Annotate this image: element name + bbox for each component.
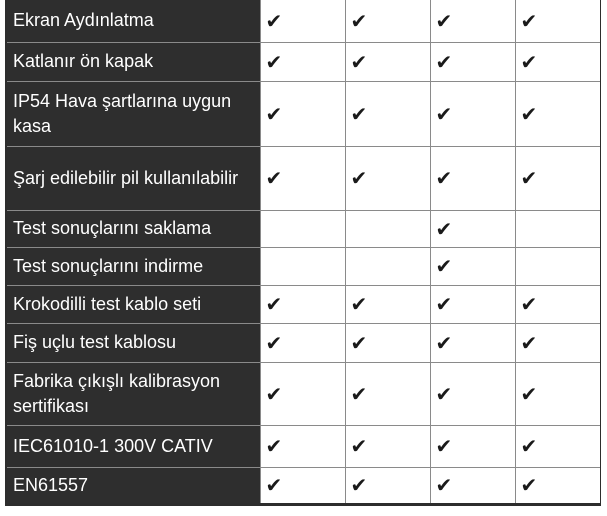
check-icon: ✔ [345, 81, 430, 146]
check-icon: ✔ [345, 0, 430, 42]
check-icon: ✔ [515, 146, 600, 210]
check-icon: ✔ [345, 323, 430, 362]
table-row [7, 247, 600, 285]
check-icon: ✔ [430, 362, 515, 425]
feature-label: EN61557 [7, 467, 260, 503]
feature-label: IEC61010-1 300V CATIV [7, 425, 260, 467]
check-icon: ✔ [260, 42, 345, 81]
check-icon: ✔ [515, 0, 600, 42]
check-icon: ✔ [260, 0, 345, 42]
feature-table [7, 0, 600, 503]
check-icon: ✔ [430, 285, 515, 323]
check-icon: ✔ [515, 467, 600, 503]
feature-label: Katlanır ön kapak [7, 42, 260, 81]
feature-label: Şarj edilebilir pil kullanılabilir [7, 146, 260, 210]
check-icon: ✔ [430, 0, 515, 42]
table-row [7, 362, 600, 425]
check-icon: ✔ [260, 362, 345, 425]
check-icon: ✔ [345, 425, 430, 467]
check-icon: ✔ [430, 210, 515, 247]
table-row [7, 210, 600, 247]
check-icon: ✔ [345, 146, 430, 210]
check-icon: ✔ [345, 467, 430, 503]
check-icon: ✔ [345, 285, 430, 323]
check-icon: ✔ [260, 467, 345, 503]
check-icon: ✔ [430, 323, 515, 362]
check-icon: ✔ [515, 362, 600, 425]
feature-label: Test sonuçlarını saklama [7, 210, 260, 247]
empty-cell [345, 247, 430, 285]
feature-label: Ekran Aydınlatma [7, 0, 260, 42]
check-icon: ✔ [430, 467, 515, 503]
check-icon: ✔ [345, 362, 430, 425]
table-row [7, 425, 600, 467]
table-row [7, 323, 600, 362]
check-icon: ✔ [345, 42, 430, 81]
empty-cell [260, 247, 345, 285]
empty-cell [515, 210, 600, 247]
check-icon: ✔ [430, 81, 515, 146]
check-icon: ✔ [515, 42, 600, 81]
check-icon: ✔ [430, 42, 515, 81]
feature-label: IP54 Hava şartlarına uygun kasa [7, 81, 260, 146]
feature-label: Test sonuçlarını indirme [7, 247, 260, 285]
table-row [7, 42, 600, 81]
check-icon: ✔ [515, 81, 600, 146]
table-row [7, 285, 600, 323]
table-row [7, 81, 600, 146]
check-icon: ✔ [260, 81, 345, 146]
check-icon: ✔ [260, 425, 345, 467]
check-icon: ✔ [515, 323, 600, 362]
table-row [7, 146, 600, 210]
check-icon: ✔ [430, 146, 515, 210]
check-icon: ✔ [260, 285, 345, 323]
check-icon: ✔ [430, 425, 515, 467]
check-icon: ✔ [260, 323, 345, 362]
feature-comparison-table [5, 0, 601, 506]
feature-label: Krokodilli test kablo seti [7, 285, 260, 323]
check-icon: ✔ [430, 247, 515, 285]
empty-cell [515, 247, 600, 285]
table-row [7, 0, 600, 42]
check-icon: ✔ [515, 425, 600, 467]
check-icon: ✔ [515, 285, 600, 323]
feature-label: Fabrika çıkışlı kalibrasyon sertifikası [7, 362, 260, 425]
check-icon: ✔ [260, 146, 345, 210]
table-row [7, 467, 600, 503]
empty-cell [345, 210, 430, 247]
feature-label: Fiş uçlu test kablosu [7, 323, 260, 362]
empty-cell [260, 210, 345, 247]
